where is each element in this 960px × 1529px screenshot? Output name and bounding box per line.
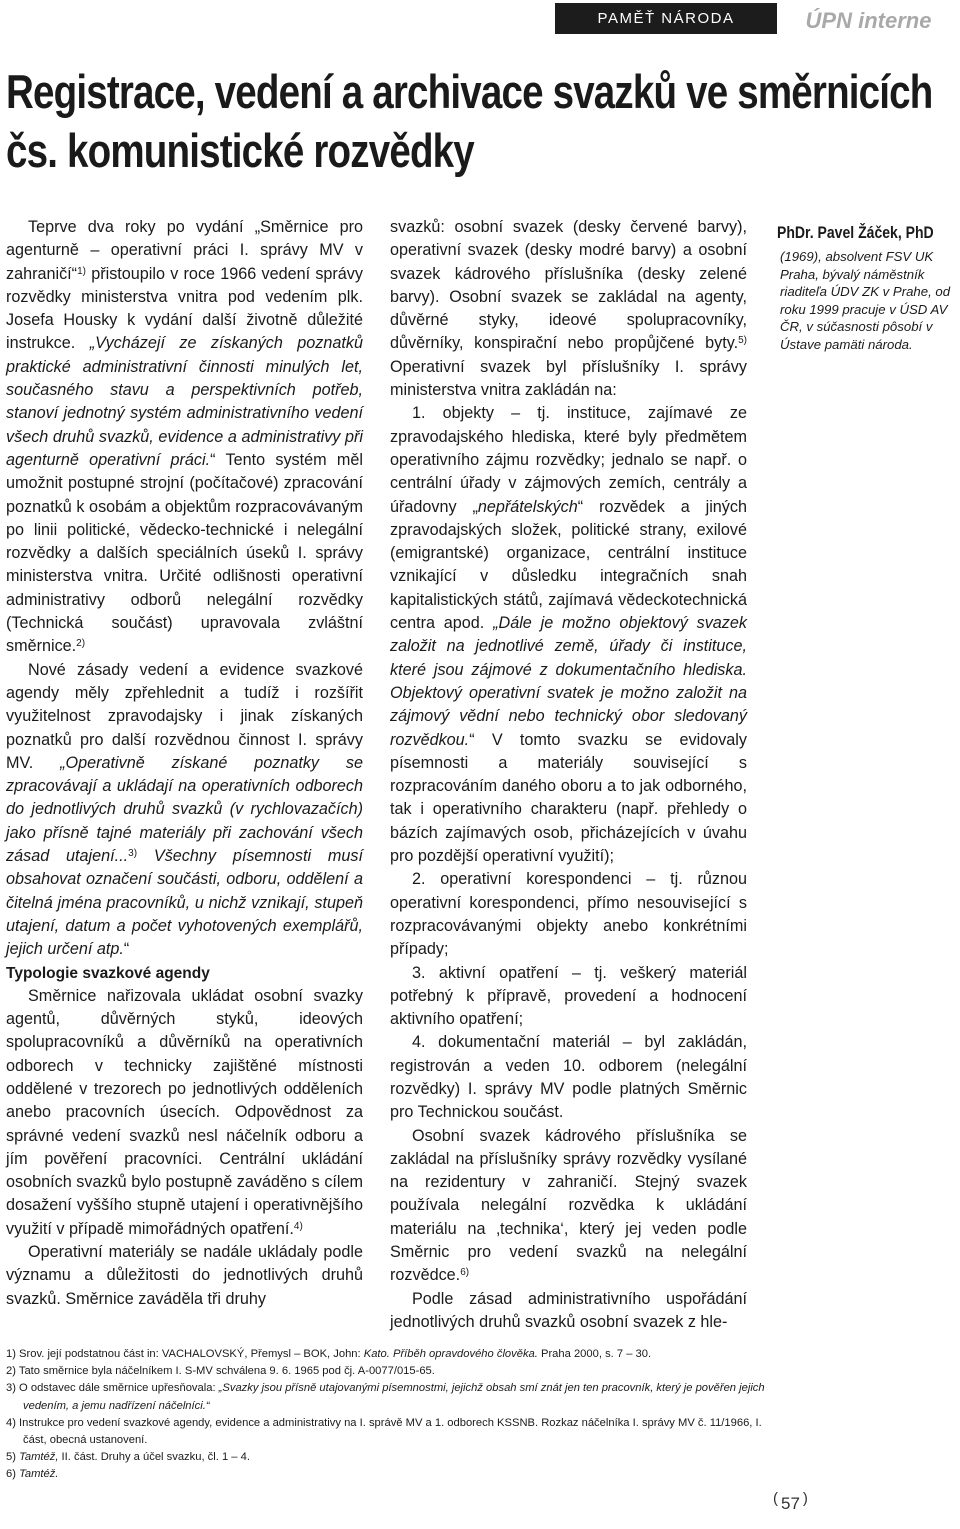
paragraph bbox=[6, 985, 363, 1241]
text-column-1 bbox=[6, 216, 363, 1311]
text-run: 6) bbox=[6, 1468, 20, 1481]
paren: ) bbox=[802, 1490, 808, 1507]
footnote-ref: 1) bbox=[77, 265, 86, 277]
footnote-ref: 5) bbox=[738, 335, 747, 347]
publication-label: ÚPN interne bbox=[805, 8, 932, 33]
paragraph: 2. operativní korespondenci – tj. různou operativní korespondenci, přímo nesouvisející s rozpracovávanými objekty anebo konkrétními případy; bbox=[390, 870, 747, 959]
footnote-1 bbox=[6, 1346, 766, 1363]
page-number-value: 57 bbox=[781, 1494, 800, 1513]
paragraph bbox=[390, 216, 747, 402]
footnote-ref: 6) bbox=[460, 1267, 470, 1279]
title-line-1: Registrace, vedení a archivace svazků ve směrnicích bbox=[6, 65, 933, 118]
subheading: Typologie svazkové agendy bbox=[6, 964, 210, 982]
paragraph: Podle zásad administrativního uspořádání jednotlivých druhů svazků osobní svazek z hle- bbox=[390, 1289, 747, 1331]
footnote-ref: 2) bbox=[76, 638, 86, 650]
text-run: Tamtéž. bbox=[19, 1468, 59, 1481]
paragraph: 3. aktivní opatření – tj. veškerý materiál potřebný k přípravě, provedení a hodnocení aktivního opatření; bbox=[390, 963, 747, 1029]
quote-run: „Vycházejí ze získaných poznatků praktické administrativní činnosti minulých let, současného stavu a perspektivních potřeb, stanoví jednotný systém administrativního vedení všech druhů svazků, evidence a administrativy při agenturně operativní práci. bbox=[6, 334, 363, 469]
paragraph: 4. dokumentační materiál – byl zakládán, registrován a veden 10. odborem (nelegální rozvědky) I. správy MV podle platných Směrnic pro Technickou součást. bbox=[390, 1033, 747, 1122]
text-run: Praha 2000, s. 7 – 30. bbox=[537, 1348, 652, 1360]
text-run: II. část. Druhy a účel svazku, čl. 1 – 4. bbox=[58, 1451, 250, 1464]
text-run: Směrnice nařizovala ukládat osobní svazky agentů, důvěrných styků, ideových spolupracovníků a důvěrníků na operativních odborech v technicky zajištěné místnosti oddělené v trezorech po jednotlivých odděleních anebo pracovních úsecích. Odpovědnost za správné vedení svazků nesl náčelník odboru a jím pověření pracovníci. Centrální ukládání osobních svazků bylo postupně zaváděno s cílem dosažení vyššího stupně utajení i operativnějšího využití v případě mimořádných opatření. bbox=[6, 986, 363, 1238]
text-run: 1) Srov. její podstatnou část in: VACHALOVSKÝ, Přemysl – BOK, John: bbox=[6, 1348, 364, 1360]
text-column-2 bbox=[390, 216, 747, 1334]
text-run: “ Tento systém měl umožnit postupné strojní (počítačové) zpracování poznatků k osobám a objektům rozpracovávaným po linii politické, vědecko-technické i nelegální rozvědky a dalších speciálních úseků I. správy ministerstva vnitra. Určité odlišnosti operativní administrativy odborů nelegální rozvědky (Technická součást) upravovala zvláštní směrnice. bbox=[6, 450, 363, 656]
title-line-2: čs. komunistické rozvědky bbox=[6, 124, 474, 177]
footnote-2: 2) Tato směrnice byla náčelníkem I. S-MV schválena 9. 6. 1965 pod čj. A-0077/015-65. bbox=[6, 1365, 435, 1378]
quote-run: „Dále je možno objektový svazek založit na jednotlivé země, úřady či instituce, které jsou zájmové z dokumentačního hlediska. Objektový operativní svatek je možno založit na zájmový vědní nebo technický obor sledovaný rozvědkou. bbox=[390, 614, 747, 749]
page-number bbox=[773, 1488, 808, 1513]
paren: ( bbox=[773, 1490, 778, 1507]
footnote-5 bbox=[6, 1449, 766, 1466]
paragraph bbox=[6, 216, 363, 659]
text-run: Kato. Příběh opravdového člověka. bbox=[363, 1348, 538, 1360]
text-run: Operativní svazek byl příslušníky I. správy ministerstva vnitra zakládán na: bbox=[390, 357, 747, 400]
quote-run: nepřátelských bbox=[477, 497, 578, 516]
section-label: PAMĚŤ NÁRODA bbox=[555, 3, 777, 34]
text-run: 1. objekty – tj. instituce, zajímavé ze zpravodajského hlediska, které byly předmětem operativního zájmu rozvědky; jednalo se např. o centrální úřady v zájmových zemích, centrály a úřadovny „ bbox=[390, 404, 747, 516]
text-run: Osobní svazek kádrového příslušníka se zakládal na příslušníky správy rozvědky vysílané na rezidentury v zahraničí. Stejný svazek používala nelegální rozvědka k ukládání materiálu na ‚technika‘, který jej veden podle Směrnic pro vedení svazků na nelegální rozvědce. bbox=[390, 1126, 747, 1285]
footnote-ref: 4) bbox=[293, 1220, 303, 1232]
quote-run: Všechny písemnosti musí obsahovat označení součásti, odboru, oddělení a čitelná jména pracovníků, u nichž vznikají, stupeň utajení, datum a počet vyhotovených exemplářů, jejich určení atp. bbox=[6, 847, 364, 959]
text-run: “ rozvědek a jiných zpravodajských složek, politické strany, exilové (emigrantské) organizace, centrální instituce vznikající v důsledku integračních snah kapitalistických států, zajímavá vědeckotechnická centra apod. bbox=[390, 497, 747, 633]
text-run: “ bbox=[123, 940, 130, 959]
paragraph bbox=[6, 659, 363, 962]
text-run: “ V tomto svazku se evidovaly písemnosti a materiály související s rozpracováním daného oboru a to jak odborného, tak i operativního charakteru (např. přehledy o bázích zajímavých osob, přicházejících v úvahu pro pozdější operativní využití); bbox=[390, 730, 747, 866]
article-title bbox=[6, 62, 949, 180]
footnote-ref: 3) bbox=[128, 848, 138, 860]
paragraph bbox=[390, 402, 747, 868]
text-run: Tamtéž, bbox=[19, 1451, 59, 1464]
text-run: „Svazky jsou přísně utajovanými písemnostmi, jejichž obsah smí znát jen ten pracovník, který je pověřen jejich vedením, a jemu nadřízení náčelníci.“ bbox=[23, 1382, 765, 1412]
paragraph: Operativní materiály se nadále ukládaly podle významu a důležitosti do jednotlivých druhů svazků. Směrnice zaváděla tři druhy bbox=[6, 1243, 363, 1308]
text-run: 5) bbox=[6, 1451, 20, 1464]
text-run: Nové zásady vedení a evidence svazkové agendy měly zpřehlednit a tudíž i rozšířit využitelnost zpravodajsky i jinak získaných poznatků pro další rozvědnou činnost I. správy MV. bbox=[6, 660, 363, 772]
paragraph bbox=[390, 1125, 747, 1288]
quote-run: „Operativně získané poznatky se zpracovávají a ukládají na operativních odborech do jednotlivých druhů svazků (v rychlovazačích) jako přísně tajné materiály při zachování všech zásad utajení... bbox=[6, 753, 363, 866]
footnote-6 bbox=[6, 1466, 766, 1483]
footnote-4: 4) Instrukce pro vedení svazkové agendy, evidence a administrativy na I. správě MV a 1. odborech KSSNB. Rozkaz náčelníka I. správy MV č. 11/1966, I. část, obecná ustanovení. bbox=[6, 1416, 762, 1447]
text-run: přistoupilo v roce 1966 vedení správy rozvědky ministerstva vnitra pod vedením plk. Josefa Housky k vydání další životně důležité instrukce. bbox=[6, 264, 363, 353]
text-run: 3) O odstavec dále směrnice upřesňovala: bbox=[6, 1382, 219, 1395]
footnotes bbox=[6, 1346, 766, 1484]
author-bio: (1969), absolvent FSV UK Praha, bývalý náměstník riaditeľa ÚDV ZK v Prahe, od roku 1999 pracuje v ÚSD AV ČR, v súčasnosti pôsobí v Ústave pamäti národa. bbox=[780, 249, 951, 352]
author-name: PhDr. Pavel Žáček, PhD bbox=[777, 224, 934, 242]
author-box bbox=[777, 224, 959, 353]
footnote-3 bbox=[6, 1380, 766, 1414]
text-run: svazků: osobní svazek (desky červené barvy), operativní svazek (desky modré barvy) a osobní svazek kádrového příslušníka (desky zelené barvy). Osobní svazek se zakládal na agenty, důvěrné styky, ideové spolupracovníky, důvěrníky, konspirační nebo propůjčené byty. bbox=[390, 218, 747, 353]
text-run: Teprve dva roky po vydání „Směrnice pro agenturně – operativní práci I. správy MV v zahraničí“ bbox=[6, 218, 363, 283]
